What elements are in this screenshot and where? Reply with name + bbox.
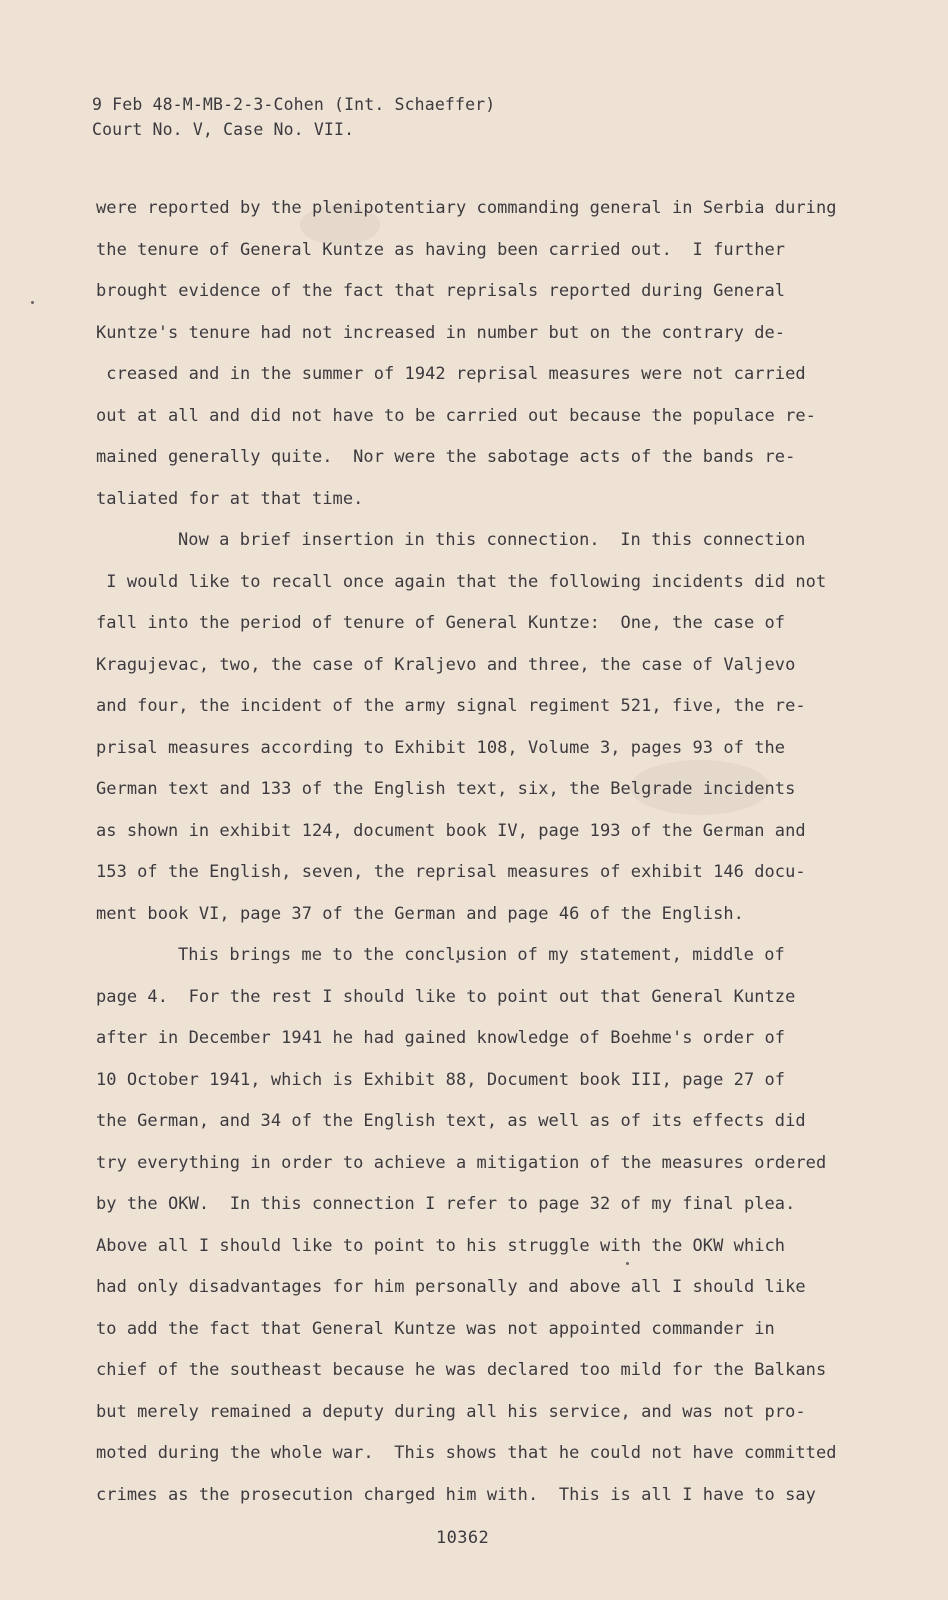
text-line-15: German text and 133 of the English text, six, the Belgrade incidents bbox=[96, 779, 796, 799]
header-court-case: Court No. V, Case No. VII. bbox=[92, 120, 355, 139]
text-line-24: try everything in order to achieve a mitigation of the measures ordered bbox=[96, 1152, 827, 1173]
text-line-26: Above all I should like to point to his struggle with the OKW which bbox=[96, 1235, 786, 1256]
text-line-8: taliated for at that time. bbox=[96, 488, 364, 509]
text-line-2: the tenure of General Kuntze as having been carried out. I further bbox=[96, 239, 786, 260]
text-line-9: Now a brief insertion in this connection. In this connection bbox=[178, 530, 806, 550]
text-line-4: Kuntze's tenure had not increased in number but on the contrary de- bbox=[96, 322, 786, 343]
document-header bbox=[92, 92, 495, 142]
text-line-19: This brings me to the conclusion of my statement, middle of bbox=[178, 945, 785, 965]
page-number: 10362 bbox=[436, 1528, 490, 1548]
text-line-22: 10 October 1941, which is Exhibit 88, Document book III, page 27 of bbox=[96, 1069, 786, 1090]
text-line-28: to add the fact that General Kuntze was not appointed commander in bbox=[96, 1318, 775, 1339]
text-line-12: Kragujevac, two, the case of Kraljevo and three, the case of Valjevo bbox=[96, 654, 796, 675]
text-line-30: but merely remained a deputy during all his service, and was not pro- bbox=[96, 1401, 806, 1422]
text-line-1: were reported by the plenipotentiary commanding general in Serbia during bbox=[96, 198, 837, 218]
text-line-27: had only disadvantages for him personally and above all I should like bbox=[96, 1277, 806, 1297]
text-line-7: mained generally quite. Nor were the sabotage acts of the bands re- bbox=[96, 447, 796, 467]
text-line-25: by the OKW. In this connection I refer to page 32 of my final plea. bbox=[96, 1194, 796, 1214]
text-line-10: I would like to recall once again that the following incidents did not bbox=[96, 571, 827, 592]
transcript-body bbox=[96, 193, 856, 1521]
text-line-21: after in December 1941 he had gained knowledge of Boehme's order of bbox=[96, 1028, 786, 1048]
text-line-11: fall into the period of tenure of General Kuntze: One, the case of bbox=[96, 613, 786, 633]
text-line-6: out at all and did not have to be carried out because the populace re- bbox=[96, 405, 816, 426]
text-line-3: brought evidence of the fact that reprisals reported during General bbox=[96, 281, 786, 301]
header-transcript-id: 9 Feb 48-M-MB-2-3-Cohen (Int. Schaeffer) bbox=[92, 95, 496, 114]
text-line-20: page 4. For the rest I should like to point out that General Kuntze bbox=[96, 986, 796, 1007]
text-line-14: prisal measures according to Exhibit 108, Volume 3, pages 93 of the bbox=[96, 737, 786, 758]
text-line-5: creased and in the summer of 1942 reprisal measures were not carried bbox=[96, 364, 806, 384]
text-line-23: the German, and 34 of the English text, as well as of its effects did bbox=[96, 1111, 806, 1131]
text-line-13: and four, the incident of the army signal regiment 521, five, the re- bbox=[96, 696, 806, 716]
text-line-29: chief of the southeast because he was declared too mild for the Balkans bbox=[96, 1360, 827, 1380]
text-line-16: as shown in exhibit 124, document book IV, page 193 of the German and bbox=[96, 820, 806, 841]
text-line-17: 153 of the English, seven, the reprisal measures of exhibit 146 docu- bbox=[96, 862, 806, 882]
paper-speck bbox=[31, 301, 34, 304]
text-line-31: moted during the whole war. This shows that he could not have committed bbox=[96, 1443, 837, 1463]
text-line-18: ment book VI, page 37 of the German and page 46 of the English. bbox=[96, 903, 744, 924]
text-line-32: crimes as the prosecution charged him with. This is all I have to say bbox=[96, 1484, 816, 1505]
